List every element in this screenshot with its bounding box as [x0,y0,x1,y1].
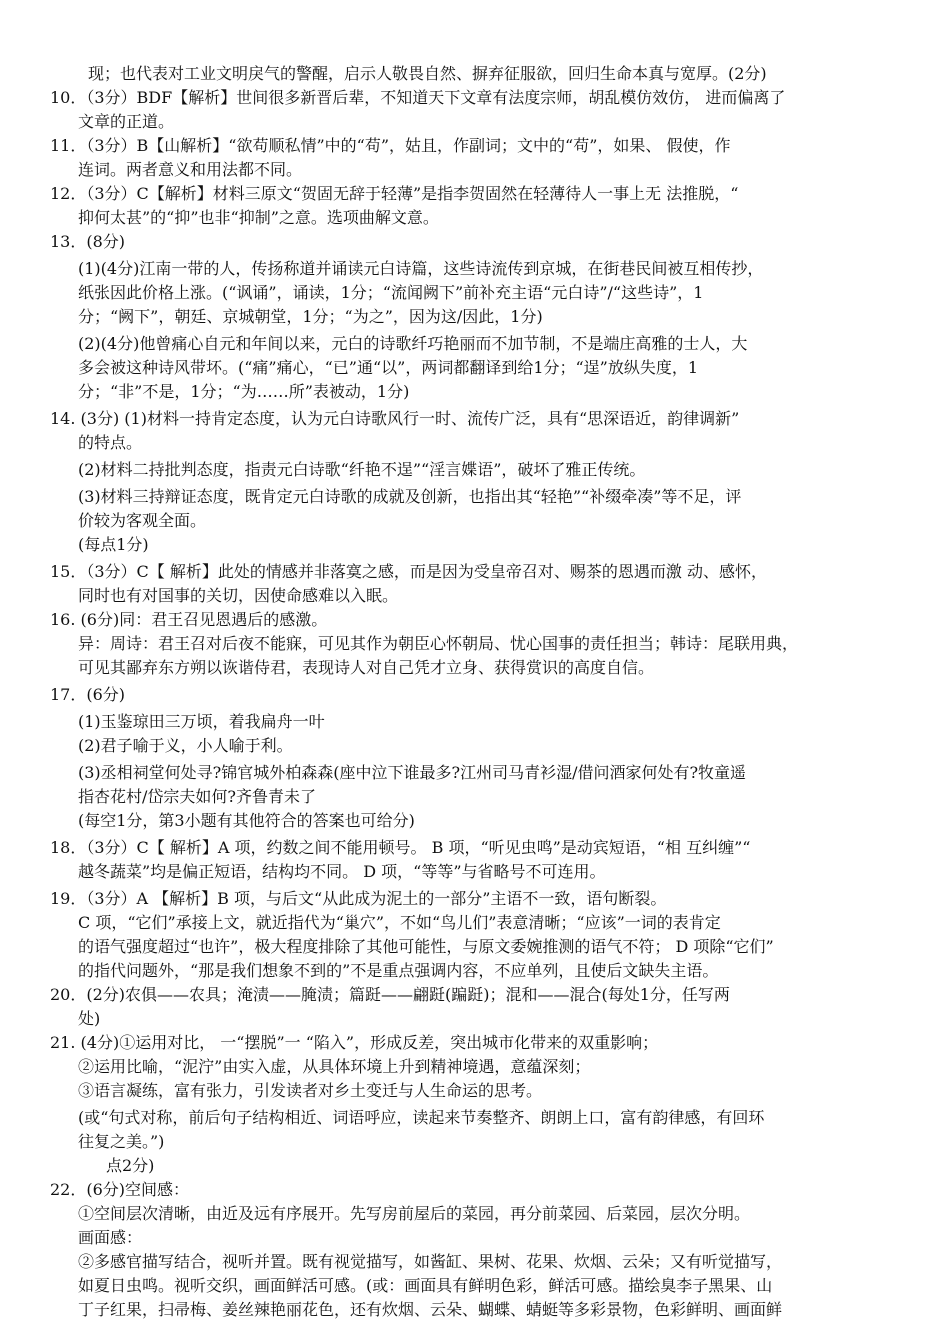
text-line: 的特点。 [78,433,143,452]
text-line: 11．（3分）B【山解析】“欲苟顺私情”中的“苟”，姑且，作副词；文中的“苟”，如果、 假使，作 [50,136,731,155]
text-line: 处) [78,1009,101,1028]
text-line: ②多感官描写结合，视听并置。既有视觉描写，如酱缸、果树、花果、炊烟、云朵；又有听觉描写， [78,1252,783,1271]
text-line: (2)(4分)他曾痛心自元和年间以来，元白的诗歌纤巧艳丽而不加节制，不是端庄高雅的士人，大 [78,334,748,353]
text-line: 同时也有对国事的关切，因使命感难以入眠。 [78,586,399,605]
text-line: (3)材料三持辩证态度，既肯定元白诗歌的成就及创新，也指出其“轻艳”“补缀牵凑”等不足，评 [78,487,742,506]
text-line: (每空1分，第3小题有其他符合的答案也可给分) [78,811,415,830]
text-line: 19．（3分）A 【解析】B 项，与后文“从此成为泥土的一部分”主语不一致，语句断裂。 [50,889,667,908]
text-line: 21. (4分)①运用对比， 一“摆脱”一 “陷入”，形成反差，突出城市化带来的双重影响； [50,1033,659,1052]
text-line: 12．（3分）C【解析】材料三原文“贺固无辞于轻薄”是指李贺固然在轻薄待人一事上无 法推脱，“ [50,184,739,203]
text-line: C 项，“它们”承接上文，就近指代为“巢穴”，不如“鸟儿们”表意清晰；“应该”一词的表肯定 [78,913,721,932]
text-line: 丁子红果，扫帚梅、姜丝辣艳丽花色，还有炊烟、云朵、蝴蝶、蜻蜓等多彩景物，色彩鲜明、画面鲜 [78,1300,783,1319]
text-line: 纸张因此价格上涨。(“讽诵”，诵读，1分；“流闻阙下”前补充主语“元白诗”/“这些诗”，1 [78,283,704,302]
text-line: 可见其鄙弃东方朔以诙谐侍君，表现诗人对自己凭才立身、获得赏识的高度自信。 [78,658,655,677]
text-line: 16. (6分)同：君王召见恩遇后的感激。 [50,610,328,629]
text-line: 如夏日虫鸣。视听交织，画面鲜活可感。(或：画面具有鲜明色彩，鲜活可感。描绘臭李子黑果、山 [78,1276,773,1295]
text-line: 点2分) [106,1156,155,1175]
text-line: 连词。两者意义和用法都不同。 [78,160,303,179]
text-line: (3)丞相祠堂何处寻?锦官城外柏森森(座中泣下谁最多?江州司马青衫湿/借问酒家何处有?牧童遥 [78,763,747,782]
text-line: 的指代问题外，“那是我们想象不到的”不是重点强调内容，不应单列，且使后文缺失主语。 [78,961,719,980]
text-line: 13．(8分) [50,232,126,251]
text-line: 抑何太甚”的“抑”也非“抑制”之意。选项曲解文意。 [78,208,439,227]
text-line: 20．(2分)农俱——农具；淹渍——腌渍；篇跹——翩跹(蹁跹)；混和——混合(每处1分，任写两 [50,985,730,1004]
text-line: ②运用比喻，“泥泞”由实入虚，从具体环境上升到精神境遇，意蕴深刻； [78,1057,591,1076]
text-line: 价较为客观全面。 [78,511,207,530]
text-line: ③语言凝练，富有张力，引发读者对乡土变迁与人生命运的思考。 [78,1081,543,1100]
text-line: 分；“阙下”，朝廷、京城朝堂，1分；“为之”，因为这/因此，1分) [78,307,543,326]
text-line: 分；“非”不是，1分；“为……所”表被动，1分) [78,382,410,401]
text-line: 异：周诗：君王召对后夜不能寐，可见其作为朝臣心怀朝局、忧心国事的责任担当；韩诗：尾联用典， [78,634,799,653]
text-line: 14. (3分) (1)材料一持肯定态度，认为元白诗歌风行一时、流传广泛，具有“思深语近，韵律调新” [50,409,740,428]
text-line: (每点1分) [78,535,149,554]
text-line: 的语气强度超过“也许”，极大程度排除了其他可能性，与原文委婉推测的语气不符； D 项除“它们” [78,937,774,956]
text-line: (2)君子喻于义，小人喻于利。 [78,736,293,755]
text-line: 越冬蔬菜”均是偏正短语，结构均不同。 D 项，“等等”与省略号不可连用。 [78,862,606,881]
text-line: 文章的正道。 [78,112,175,131]
text-line: 多会被这种诗风带坏。(“痛”痛心，“已”通“以”，两词都翻译到给1分；“逞”放纵失度，1 [78,358,699,377]
text-line: 22．(6分)空间感： [50,1180,190,1199]
text-line: 10．（3分）BDF【解析】世间很多新晋后辈，不知道天下文章有法度宗师，胡乱模仿效仿， 进而偏离了 [50,88,786,107]
text-line: ①空间层次清晰，由近及远有序展开。先写房前屋后的菜园，再分前菜园、后菜园，层次分明。 [78,1204,751,1223]
text-line: 17．(6分) [50,685,126,704]
text-line: (或“句式对称，前后句子结构相近、词语呼应，读起来节奏整齐、朗朗上口，富有韵律感，有回环 [78,1108,765,1127]
text-line: 18．（3分）C【 解析】A 项，约数之间不能用顿号。 B 项，“听见虫鸣”是动宾短语，“相 互纠缠”“ [50,838,751,857]
text-line: 15．（3分）C【 解析】此处的情感并非落寞之感，而是因为受皇帝召对、赐茶的恩遇而激 动、感怀， [50,562,767,581]
text-line: (2)材料二持批判态度，指责元白诗歌“纤艳不逞”“淫言媟语”，破坏了雅正传统。 [78,460,646,479]
text-line: 指杏花村/岱宗夫如何?齐鲁青未了 [78,787,316,806]
text-line: 画面感： [78,1228,143,1247]
text-line: (1)(4分)江南一带的人，传扬称道并诵读元白诗篇，这些诗流传到京城，在街巷民间被互相传抄， [78,259,764,278]
text-line: (1)玉鉴琼田三万顷，着我扁舟一叶 [78,712,325,731]
text-line: 现；也代表对工业文明戾气的警醒，启示人敬畏自然、摒弃征服欲，回归生命本真与宽厚。(2分) [88,64,767,83]
text-line: 往复之美。”) [78,1132,165,1151]
